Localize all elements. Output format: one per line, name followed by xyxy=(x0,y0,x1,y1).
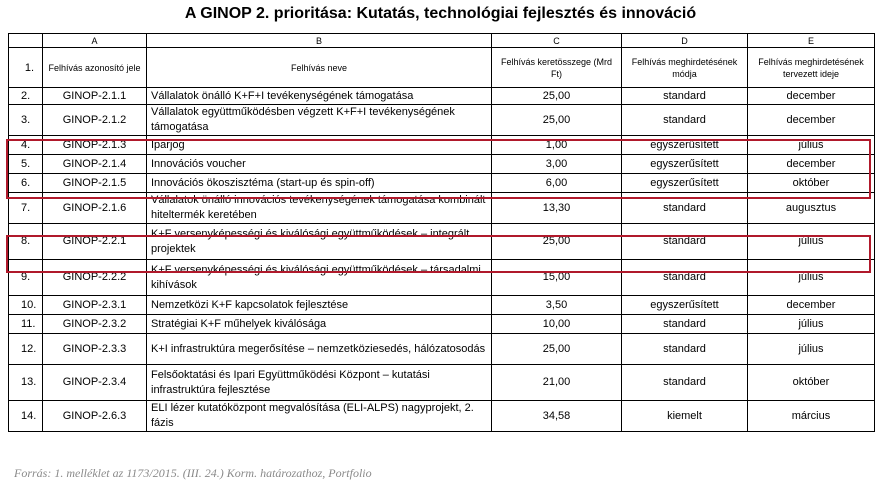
column-letter: C xyxy=(492,34,622,48)
call-name: K+I infrastruktúra megerősítése – nemzetköziesedés, hálózatosodás xyxy=(147,334,492,365)
header-id: Felhívás azonosító jele xyxy=(43,48,147,88)
row-number: 2. xyxy=(9,88,43,105)
call-date: március xyxy=(748,401,875,432)
table-row xyxy=(9,315,875,334)
row-number: 12. xyxy=(9,334,43,365)
call-amount: 25,00 xyxy=(492,334,622,365)
column-letter-row xyxy=(9,34,875,48)
call-id: GINOP-2.1.3 xyxy=(43,136,147,155)
call-name: Nemzetközi K+F kapcsolatok fejlesztése xyxy=(147,296,492,315)
call-name: Iparjog xyxy=(147,136,492,155)
call-mode: egyszerűsített xyxy=(622,174,748,193)
header-date: Felhívás meghirdetésének tervezett ideje xyxy=(748,48,875,88)
call-date: augusztus xyxy=(748,193,875,224)
header-num: 1. xyxy=(9,48,43,88)
call-name: ELI lézer kutatóközpont megvalósítása (ELI-ALPS) nagyprojekt, 2. fázis xyxy=(147,401,492,432)
call-name: Vállalatok együttműködésben végzett K+F+I tevékenységének támogatása xyxy=(147,105,492,136)
row-number: 14. xyxy=(9,401,43,432)
header-row xyxy=(9,48,875,88)
call-id: GINOP-2.1.2 xyxy=(43,105,147,136)
table-row xyxy=(9,296,875,315)
call-amount: 10,00 xyxy=(492,315,622,334)
call-mode: egyszerűsített xyxy=(622,136,748,155)
call-amount: 25,00 xyxy=(492,105,622,136)
source-note: Forrás: 1. melléklet az 1173/2015. (III. 24.) Korm. határozathoz, Portfolio xyxy=(14,466,372,480)
call-name: K+F versenyképességi és kiválósági együttműködések – társadalmi kihívások xyxy=(147,260,492,296)
ginop-table xyxy=(8,33,875,432)
row-number: 5. xyxy=(9,155,43,174)
row-number: 8. xyxy=(9,224,43,260)
row-number: 10. xyxy=(9,296,43,315)
call-name: Vállalatok önálló innovációs tevékenységének támogatása kombinált hiteltermék keretében xyxy=(147,193,492,224)
call-amount: 21,00 xyxy=(492,365,622,401)
call-mode: standard xyxy=(622,224,748,260)
call-id: GINOP-2.1.5 xyxy=(43,174,147,193)
column-letter xyxy=(9,34,43,48)
call-amount: 25,00 xyxy=(492,224,622,260)
call-date: december xyxy=(748,88,875,105)
call-date: december xyxy=(748,296,875,315)
table-row xyxy=(9,105,875,136)
row-number: 6. xyxy=(9,174,43,193)
call-name: Felsőoktatási és Ipari Együttműködési Központ – kutatási infrastruktúra fejlesztése xyxy=(147,365,492,401)
call-mode: standard xyxy=(622,315,748,334)
call-date: július xyxy=(748,136,875,155)
call-mode: egyszerűsített xyxy=(622,296,748,315)
column-letter: D xyxy=(622,34,748,48)
call-id: GINOP-2.3.1 xyxy=(43,296,147,315)
column-letter: B xyxy=(147,34,492,48)
call-id: GINOP-2.1.6 xyxy=(43,193,147,224)
call-amount: 25,00 xyxy=(492,88,622,105)
row-number: 11. xyxy=(9,315,43,334)
call-id: GINOP-2.3.2 xyxy=(43,315,147,334)
call-id: GINOP-2.1.4 xyxy=(43,155,147,174)
call-name: Stratégiai K+F műhelyek kiválósága xyxy=(147,315,492,334)
page-title: A GINOP 2. prioritása: Kutatás, technológiai fejlesztés és innováció xyxy=(184,5,697,22)
call-mode: standard xyxy=(622,105,748,136)
header-name: Felhívás neve xyxy=(147,48,492,88)
call-name: Innovációs voucher xyxy=(147,155,492,174)
call-amount: 34,58 xyxy=(492,401,622,432)
table-row xyxy=(9,193,875,224)
call-mode: standard xyxy=(622,334,748,365)
call-amount: 1,00 xyxy=(492,136,622,155)
table-row xyxy=(9,224,875,260)
call-id: GINOP-2.3.3 xyxy=(43,334,147,365)
call-date: december xyxy=(748,155,875,174)
call-id: GINOP-2.6.3 xyxy=(43,401,147,432)
call-mode: standard xyxy=(622,365,748,401)
call-mode: standard xyxy=(622,193,748,224)
header-mode: Felhívás meghirdetésének módja xyxy=(622,48,748,88)
call-name: Innovációs ökoszisztéma (start-up és spin-off) xyxy=(147,174,492,193)
call-amount: 6,00 xyxy=(492,174,622,193)
call-name: K+F versenyképességi és kiválósági együttműködések – integrált projektek xyxy=(147,224,492,260)
call-name: Vállalatok önálló K+F+I tevékenységének támogatása xyxy=(147,88,492,105)
call-mode: kiemelt xyxy=(622,401,748,432)
call-date: július xyxy=(748,315,875,334)
call-amount: 15,00 xyxy=(492,260,622,296)
call-date: július xyxy=(748,334,875,365)
call-amount: 3,00 xyxy=(492,155,622,174)
header-amount: Felhívás keretösszege (Mrd Ft) xyxy=(492,48,622,88)
row-number: 9. xyxy=(9,260,43,296)
call-date: július xyxy=(748,260,875,296)
call-date: október xyxy=(748,365,875,401)
call-date: július xyxy=(748,224,875,260)
column-letter: E xyxy=(748,34,875,48)
table-row xyxy=(9,155,875,174)
row-number: 3. xyxy=(9,105,43,136)
table-row xyxy=(9,88,875,105)
table-row xyxy=(9,334,875,365)
call-id: GINOP-2.3.4 xyxy=(43,365,147,401)
row-number: 7. xyxy=(9,193,43,224)
table-row xyxy=(9,260,875,296)
call-id: GINOP-2.2.2 xyxy=(43,260,147,296)
row-number: 13. xyxy=(9,365,43,401)
column-letter: A xyxy=(43,34,147,48)
table-row xyxy=(9,136,875,155)
call-amount: 13,30 xyxy=(492,193,622,224)
call-date: december xyxy=(748,105,875,136)
call-id: GINOP-2.2.1 xyxy=(43,224,147,260)
call-date: október xyxy=(748,174,875,193)
call-id: GINOP-2.1.1 xyxy=(43,88,147,105)
row-number: 4. xyxy=(9,136,43,155)
call-mode: standard xyxy=(622,88,748,105)
call-amount: 3,50 xyxy=(492,296,622,315)
table-row xyxy=(9,174,875,193)
call-mode: standard xyxy=(622,260,748,296)
table-row xyxy=(9,365,875,401)
call-mode: egyszerűsített xyxy=(622,155,748,174)
table-row xyxy=(9,401,875,432)
